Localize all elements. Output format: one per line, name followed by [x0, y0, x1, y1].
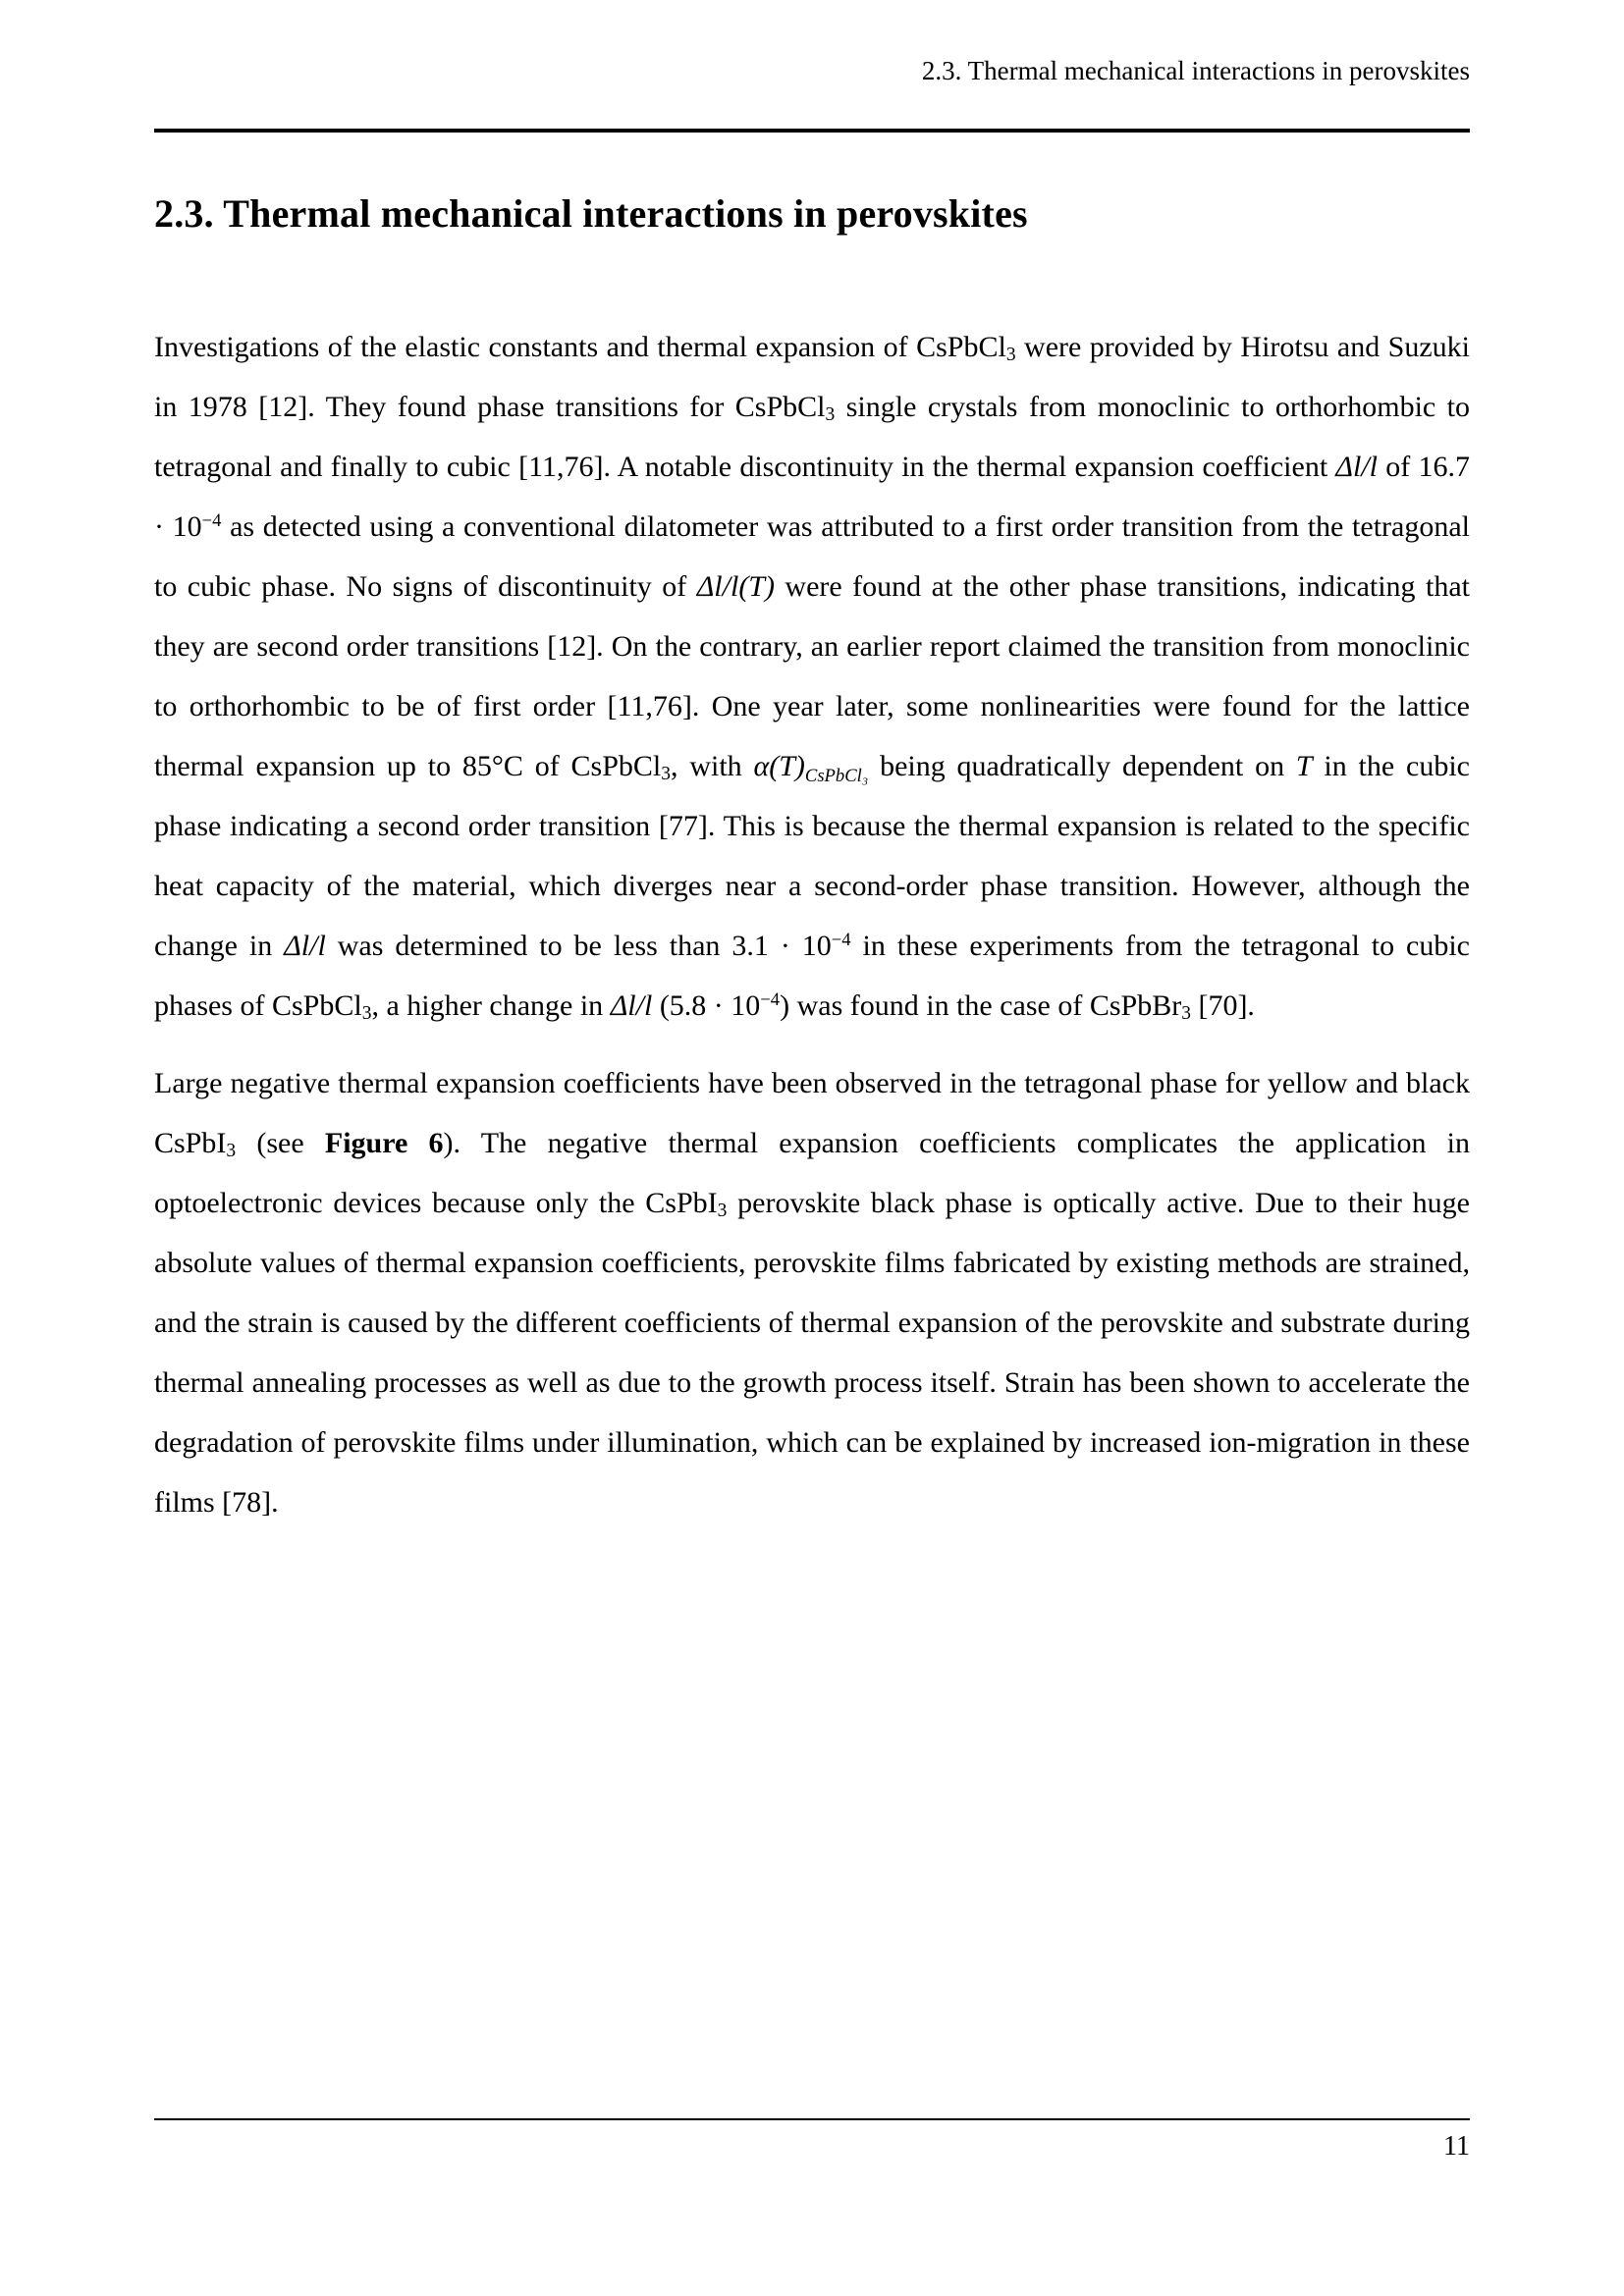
body-paragraph: Large negative thermal expansion coefficients have been observed in the tetragonal phase for yellow and black CsPbI3 (see Figure 6). The negative thermal expansion coefficients complicates the application in optoelectronic devices because only the CsPbI3 perovskite black phase is optically active. Due to their huge absolute values of thermal expansion coefficients, perovskite films fabricated by existing methods are strained, and the strain is caused by the different coefficients of thermal expansion of the perovskite and substrate during thermal annealing processes as well as due to the growth process itself. Strain has been shown to accelerate the degradation of perovskite films under illumination, which can be explained by increased ion-migration in these films [78].: [154, 1067, 1471, 1519]
running-header: [154, 0, 1470, 133]
body-text: [154, 317, 1470, 1532]
page-footer: [154, 2118, 1470, 2163]
page-number: 11: [1443, 2131, 1470, 2162]
body-paragraph: Investigations of the elastic constants and thermal expansion of CsPbCl3 were provided by Hirotsu and Suzuki in 1978 [12]. They found phase transitions for CsPbCl3 single crystals from monoclinic to orthorhombic to tetragonal and finally to cubic [11,76]. A notable discontinuity in the thermal expansion coefficient Δl/l of $16.7 \cdot 10^{-4}$ as detected using a conventional dilatometer was attributed to a first order transition from the tetragonal to cubic phase. No signs of discontinuity of Δl/l(T) were found at the other phase transitions, indicating that they are second order transitions [12]. On the contrary, an earlier report claimed the transition from monoclinic to orthorhombic to be of first order [11,76]. One year later, some nonlinearities were found for the lattice thermal expansion up to 85°C of CsPbCl3, with α(T)CsPbCl₃ being quadratically dependent on T in the cubic phase indicating a second order transition [77]. This is because the thermal expansion is related to the specific heat capacity of the material, which diverges near a second-order phase transition. However, although the change in Δl/l was determined to be less than $3.1 \cdot 10^{-4}$ in these experiments from the tetragonal to cubic phases of CsPbCl3, a higher change in Δl/l $(5.8 \cdot 10^{-4})$ was found in the case of CsPbBr3 [70].: [154, 331, 1471, 1025]
running-header-text: 2.3. Thermal mechanical interactions in perovskites: [921, 56, 1470, 85]
section-heading: 2.3. Thermal mechanical interactions in perovskites: [154, 191, 1028, 236]
